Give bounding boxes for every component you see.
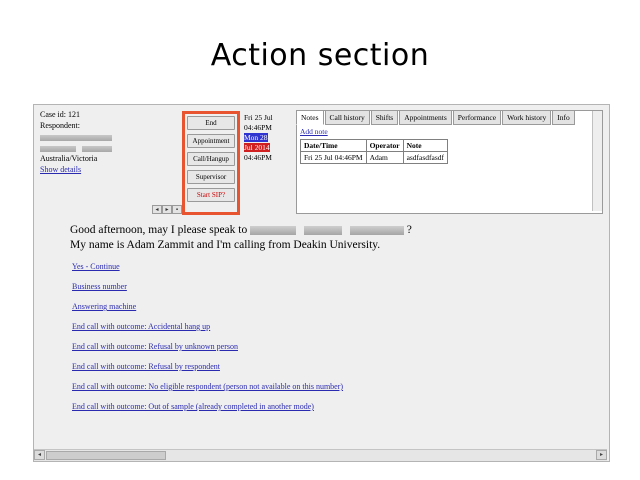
timestamp-line: 04:46PM: [244, 123, 272, 132]
timestamp-highlight-blue: Mon 28: [244, 133, 268, 142]
timestamp-highlight-red: Jul 2014: [244, 143, 270, 152]
redaction-bar: [40, 146, 76, 152]
outcome-link-refusal-by-respondent[interactable]: End call with outcome: Refusal by respondent: [72, 362, 220, 371]
tab-strip: [296, 110, 575, 123]
table-row: [301, 152, 448, 164]
script-line-1: [70, 223, 580, 238]
case-id-label: Case id: 121: [40, 110, 80, 119]
outcome-link-list: [72, 262, 592, 422]
redaction-bar: [350, 226, 404, 235]
outcome-link-yes-continue[interactable]: Yes - Continue: [72, 262, 120, 271]
scrollbar-thumb[interactable]: [46, 451, 166, 460]
outcome-link-no-eligible-respondent[interactable]: End call with outcome: No eligible respondent (person not available on this number): [72, 382, 344, 391]
tab-call-history[interactable]: Call history: [325, 110, 370, 125]
redaction-bar: [304, 226, 342, 235]
timestamp-column: [244, 113, 292, 163]
timestamp-line: 04:46PM: [244, 153, 272, 162]
add-note-link[interactable]: Add note: [300, 127, 328, 136]
interview-script: [70, 223, 580, 253]
respondent-phone-redacted: [38, 142, 178, 153]
respondent-label: Respondent:: [40, 121, 80, 130]
redaction-bar: [250, 226, 296, 235]
outcome-link-accidental-hangup[interactable]: End call with outcome: Accidental hang up: [72, 322, 211, 331]
tab-info[interactable]: Info: [552, 110, 575, 125]
column-header-datetime: Date/Time: [301, 140, 367, 152]
end-button[interactable]: End: [187, 116, 235, 130]
page-title: Action section: [210, 38, 430, 73]
table-header-row: [301, 140, 448, 152]
outcome-link-refusal-unknown-person[interactable]: End call with outcome: Refusal by unknown person: [72, 342, 238, 351]
tab-shifts[interactable]: Shifts: [371, 110, 399, 125]
start-sip-button[interactable]: Start SIP?: [187, 188, 235, 202]
show-details-link[interactable]: Show details: [40, 165, 82, 174]
case-panel: [38, 109, 178, 212]
redaction-bar: [82, 146, 112, 152]
outcome-link-business-number[interactable]: Business number: [72, 282, 127, 291]
tab-notes[interactable]: Notes: [296, 110, 324, 125]
tab-performance[interactable]: Performance: [453, 110, 501, 125]
application-screenshot: [33, 104, 610, 462]
timestamp-line: Fri 25 Jul: [244, 113, 273, 122]
scroll-right-icon[interactable]: ▸: [162, 205, 172, 214]
redaction-bar: [40, 135, 112, 141]
tab-work-history[interactable]: Work history: [502, 110, 551, 125]
column-header-operator: Operator: [366, 140, 403, 152]
notes-tab-content: [300, 127, 596, 164]
scroll-extra-icon[interactable]: ▪: [172, 205, 182, 214]
notes-table: [300, 139, 448, 164]
action-button-column: [187, 116, 235, 202]
panel-scroll-arrows[interactable]: [152, 205, 182, 214]
scroll-right-icon[interactable]: ▸: [596, 450, 607, 460]
tab-appointments[interactable]: Appointments: [399, 110, 452, 125]
respondent-name-redacted: [38, 131, 178, 142]
appointment-button[interactable]: Appointment: [187, 134, 235, 148]
script-line-1-suffix: ?: [406, 224, 412, 236]
scroll-left-icon[interactable]: ◂: [152, 205, 162, 214]
cell-operator: Adam: [366, 152, 403, 164]
outcome-link-answering-machine[interactable]: Answering machine: [72, 302, 137, 311]
scroll-left-icon[interactable]: ◂: [34, 450, 45, 460]
script-line-1-text: Good afternoon, may I please speak to: [70, 224, 248, 236]
column-header-note: Note: [403, 140, 448, 152]
call-hangup-button[interactable]: Call/Hangup: [187, 152, 235, 166]
cell-note: asdfasdfasdf: [403, 152, 448, 164]
horizontal-scrollbar[interactable]: [34, 449, 607, 461]
respondent-location: Australia/Victoria: [40, 154, 98, 163]
script-line-2: My name is Adam Zammit and I'm calling from Deakin University.: [70, 239, 381, 251]
cell-datetime: Fri 25 Jul 04:46PM: [301, 152, 367, 164]
supervisor-button[interactable]: Supervisor: [187, 170, 235, 184]
outcome-link-out-of-sample[interactable]: End call with outcome: Out of sample (already completed in another mode): [72, 402, 314, 411]
